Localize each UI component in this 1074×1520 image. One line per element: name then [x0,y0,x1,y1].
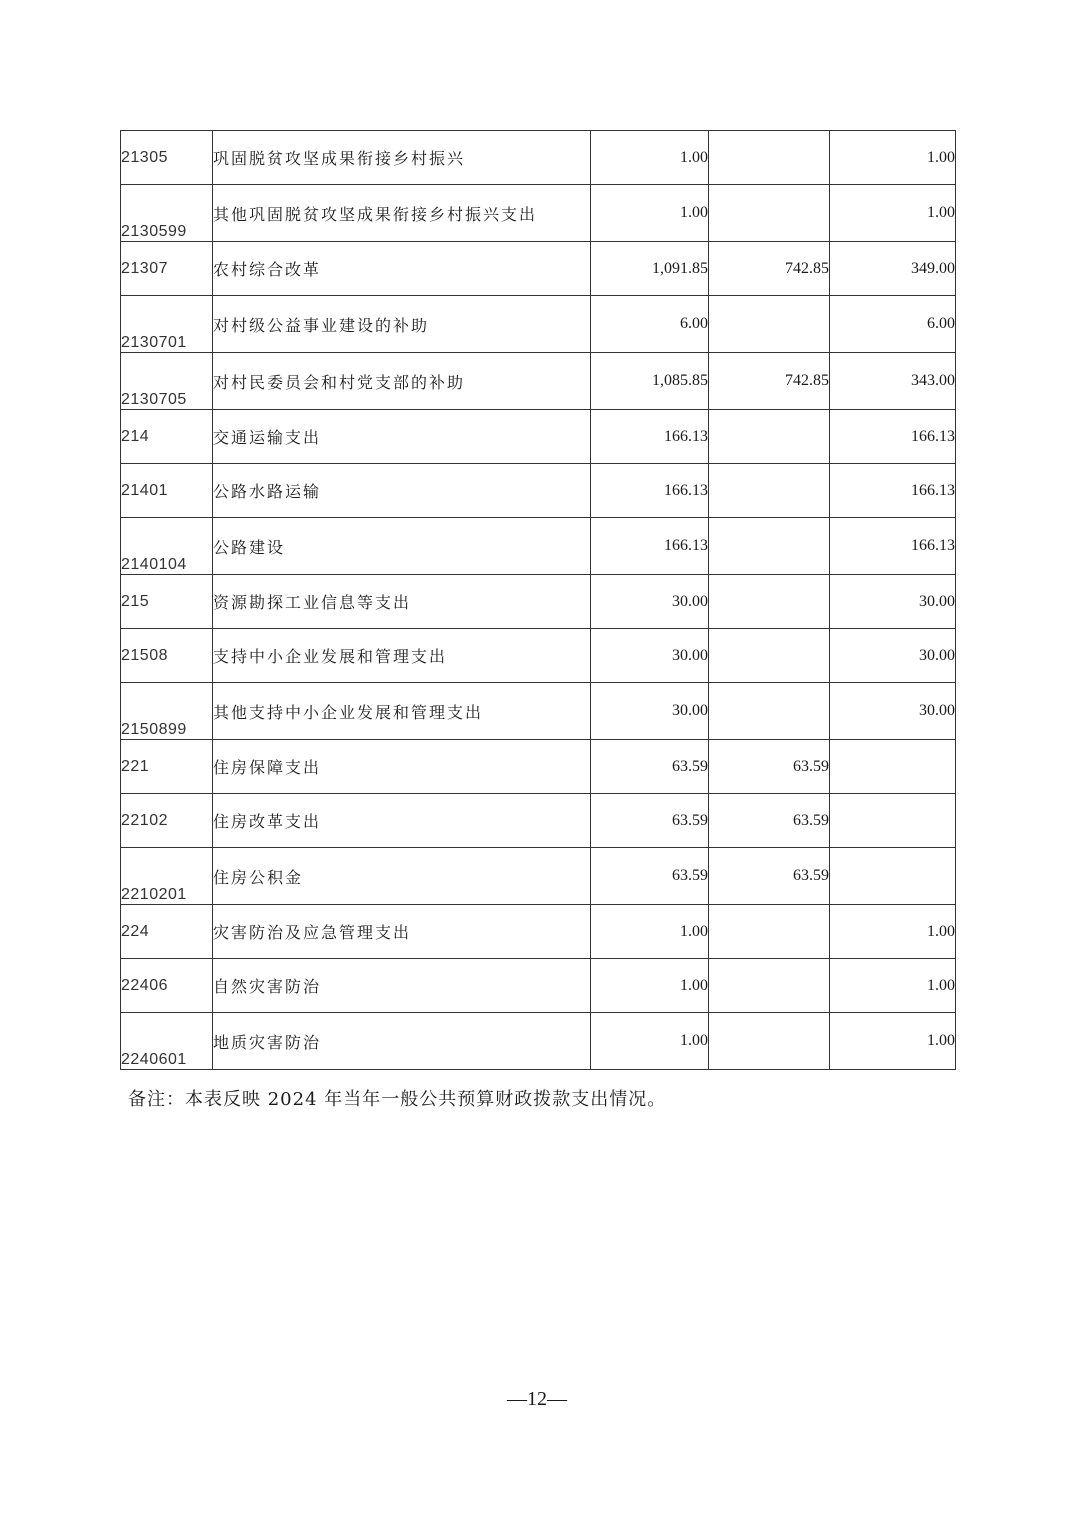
row-total: 63.59 [591,848,709,905]
row-project: 30.00 [830,683,956,740]
row-project: 166.13 [830,464,956,518]
row-code: 2130701 [121,296,213,353]
row-code: 21307 [121,242,213,296]
row-code: 2150899 [121,683,213,740]
row-project: 1.00 [830,905,956,959]
table-row [121,410,956,464]
row-name: 支持中小企业发展和管理支出 [213,629,591,683]
row-code: 21401 [121,464,213,518]
row-name: 交通运输支出 [213,410,591,464]
row-project: 349.00 [830,242,956,296]
row-total: 1,085.85 [591,353,709,410]
row-name: 对村级公益事业建设的补助 [213,296,591,353]
row-total: 6.00 [591,296,709,353]
row-project: 30.00 [830,629,956,683]
row-project: 166.13 [830,410,956,464]
row-code: 22406 [121,959,213,1013]
row-name: 地质灾害防治 [213,1013,591,1070]
row-basic: 742.85 [709,353,830,410]
row-basic: 63.59 [709,848,830,905]
row-total: 1.00 [591,959,709,1013]
row-project: 1.00 [830,185,956,242]
row-project [830,794,956,848]
row-code: 221 [121,740,213,794]
row-basic: 742.85 [709,242,830,296]
row-total: 166.13 [591,464,709,518]
row-project: 343.00 [830,353,956,410]
row-basic: 63.59 [709,740,830,794]
row-basic [709,1013,830,1070]
row-name: 其他巩固脱贫攻坚成果衔接乡村振兴支出 [213,185,591,242]
table-row [121,353,956,410]
table-row [121,959,956,1013]
row-name: 灾害防治及应急管理支出 [213,905,591,959]
row-total: 30.00 [591,575,709,629]
row-code: 224 [121,905,213,959]
table-row [121,794,956,848]
row-code: 2210201 [121,848,213,905]
budget-table-body [121,131,956,1070]
table-row [121,575,956,629]
row-total: 1.00 [591,905,709,959]
row-basic: 63.59 [709,794,830,848]
row-project [830,848,956,905]
row-code: 215 [121,575,213,629]
table-row [121,1013,956,1070]
row-name: 对村民委员会和村党支部的补助 [213,353,591,410]
row-name: 公路建设 [213,518,591,575]
row-name: 住房保障支出 [213,740,591,794]
table-row [121,242,956,296]
row-project: 166.13 [830,518,956,575]
table-row [121,683,956,740]
row-project: 1.00 [830,1013,956,1070]
row-code: 214 [121,410,213,464]
row-project [830,740,956,794]
row-name: 自然灾害防治 [213,959,591,1013]
row-total: 1.00 [591,1013,709,1070]
table-row [121,518,956,575]
table-note: 备注：本表反映 2024 年当年一般公共预算财政拨款支出情况。 [128,1089,667,1110]
row-basic [709,410,830,464]
table-row [121,848,956,905]
row-code: 2240601 [121,1013,213,1070]
row-name: 资源勘探工业信息等支出 [213,575,591,629]
row-code: 21305 [121,131,213,185]
table-row [121,185,956,242]
row-name: 住房公积金 [213,848,591,905]
row-code: 21508 [121,629,213,683]
row-basic [709,518,830,575]
row-name: 公路水路运输 [213,464,591,518]
row-total: 30.00 [591,629,709,683]
table-row [121,905,956,959]
table-row [121,464,956,518]
table-row [121,629,956,683]
row-project: 6.00 [830,296,956,353]
row-basic [709,629,830,683]
row-project: 30.00 [830,575,956,629]
row-basic [709,575,830,629]
row-project: 1.00 [830,131,956,185]
row-total: 30.00 [591,683,709,740]
row-total: 166.13 [591,518,709,575]
row-name: 其他支持中小企业发展和管理支出 [213,683,591,740]
row-total: 63.59 [591,740,709,794]
row-basic [709,296,830,353]
row-total: 63.59 [591,794,709,848]
budget-table [120,130,956,1070]
row-basic [709,905,830,959]
row-total: 166.13 [591,410,709,464]
table-row [121,296,956,353]
row-project: 1.00 [830,959,956,1013]
row-code: 2140104 [121,518,213,575]
row-code: 2130705 [121,353,213,410]
row-code: 2130599 [121,185,213,242]
row-basic [709,959,830,1013]
page-number: —12— [507,1388,567,1410]
row-basic [709,131,830,185]
row-name: 住房改革支出 [213,794,591,848]
row-basic [709,683,830,740]
row-name: 农村综合改革 [213,242,591,296]
row-basic [709,185,830,242]
table-row [121,131,956,185]
row-basic [709,464,830,518]
row-total: 1.00 [591,185,709,242]
row-code: 22102 [121,794,213,848]
row-total: 1,091.85 [591,242,709,296]
table-row [121,740,956,794]
row-name: 巩固脱贫攻坚成果衔接乡村振兴 [213,131,591,185]
row-total: 1.00 [591,131,709,185]
